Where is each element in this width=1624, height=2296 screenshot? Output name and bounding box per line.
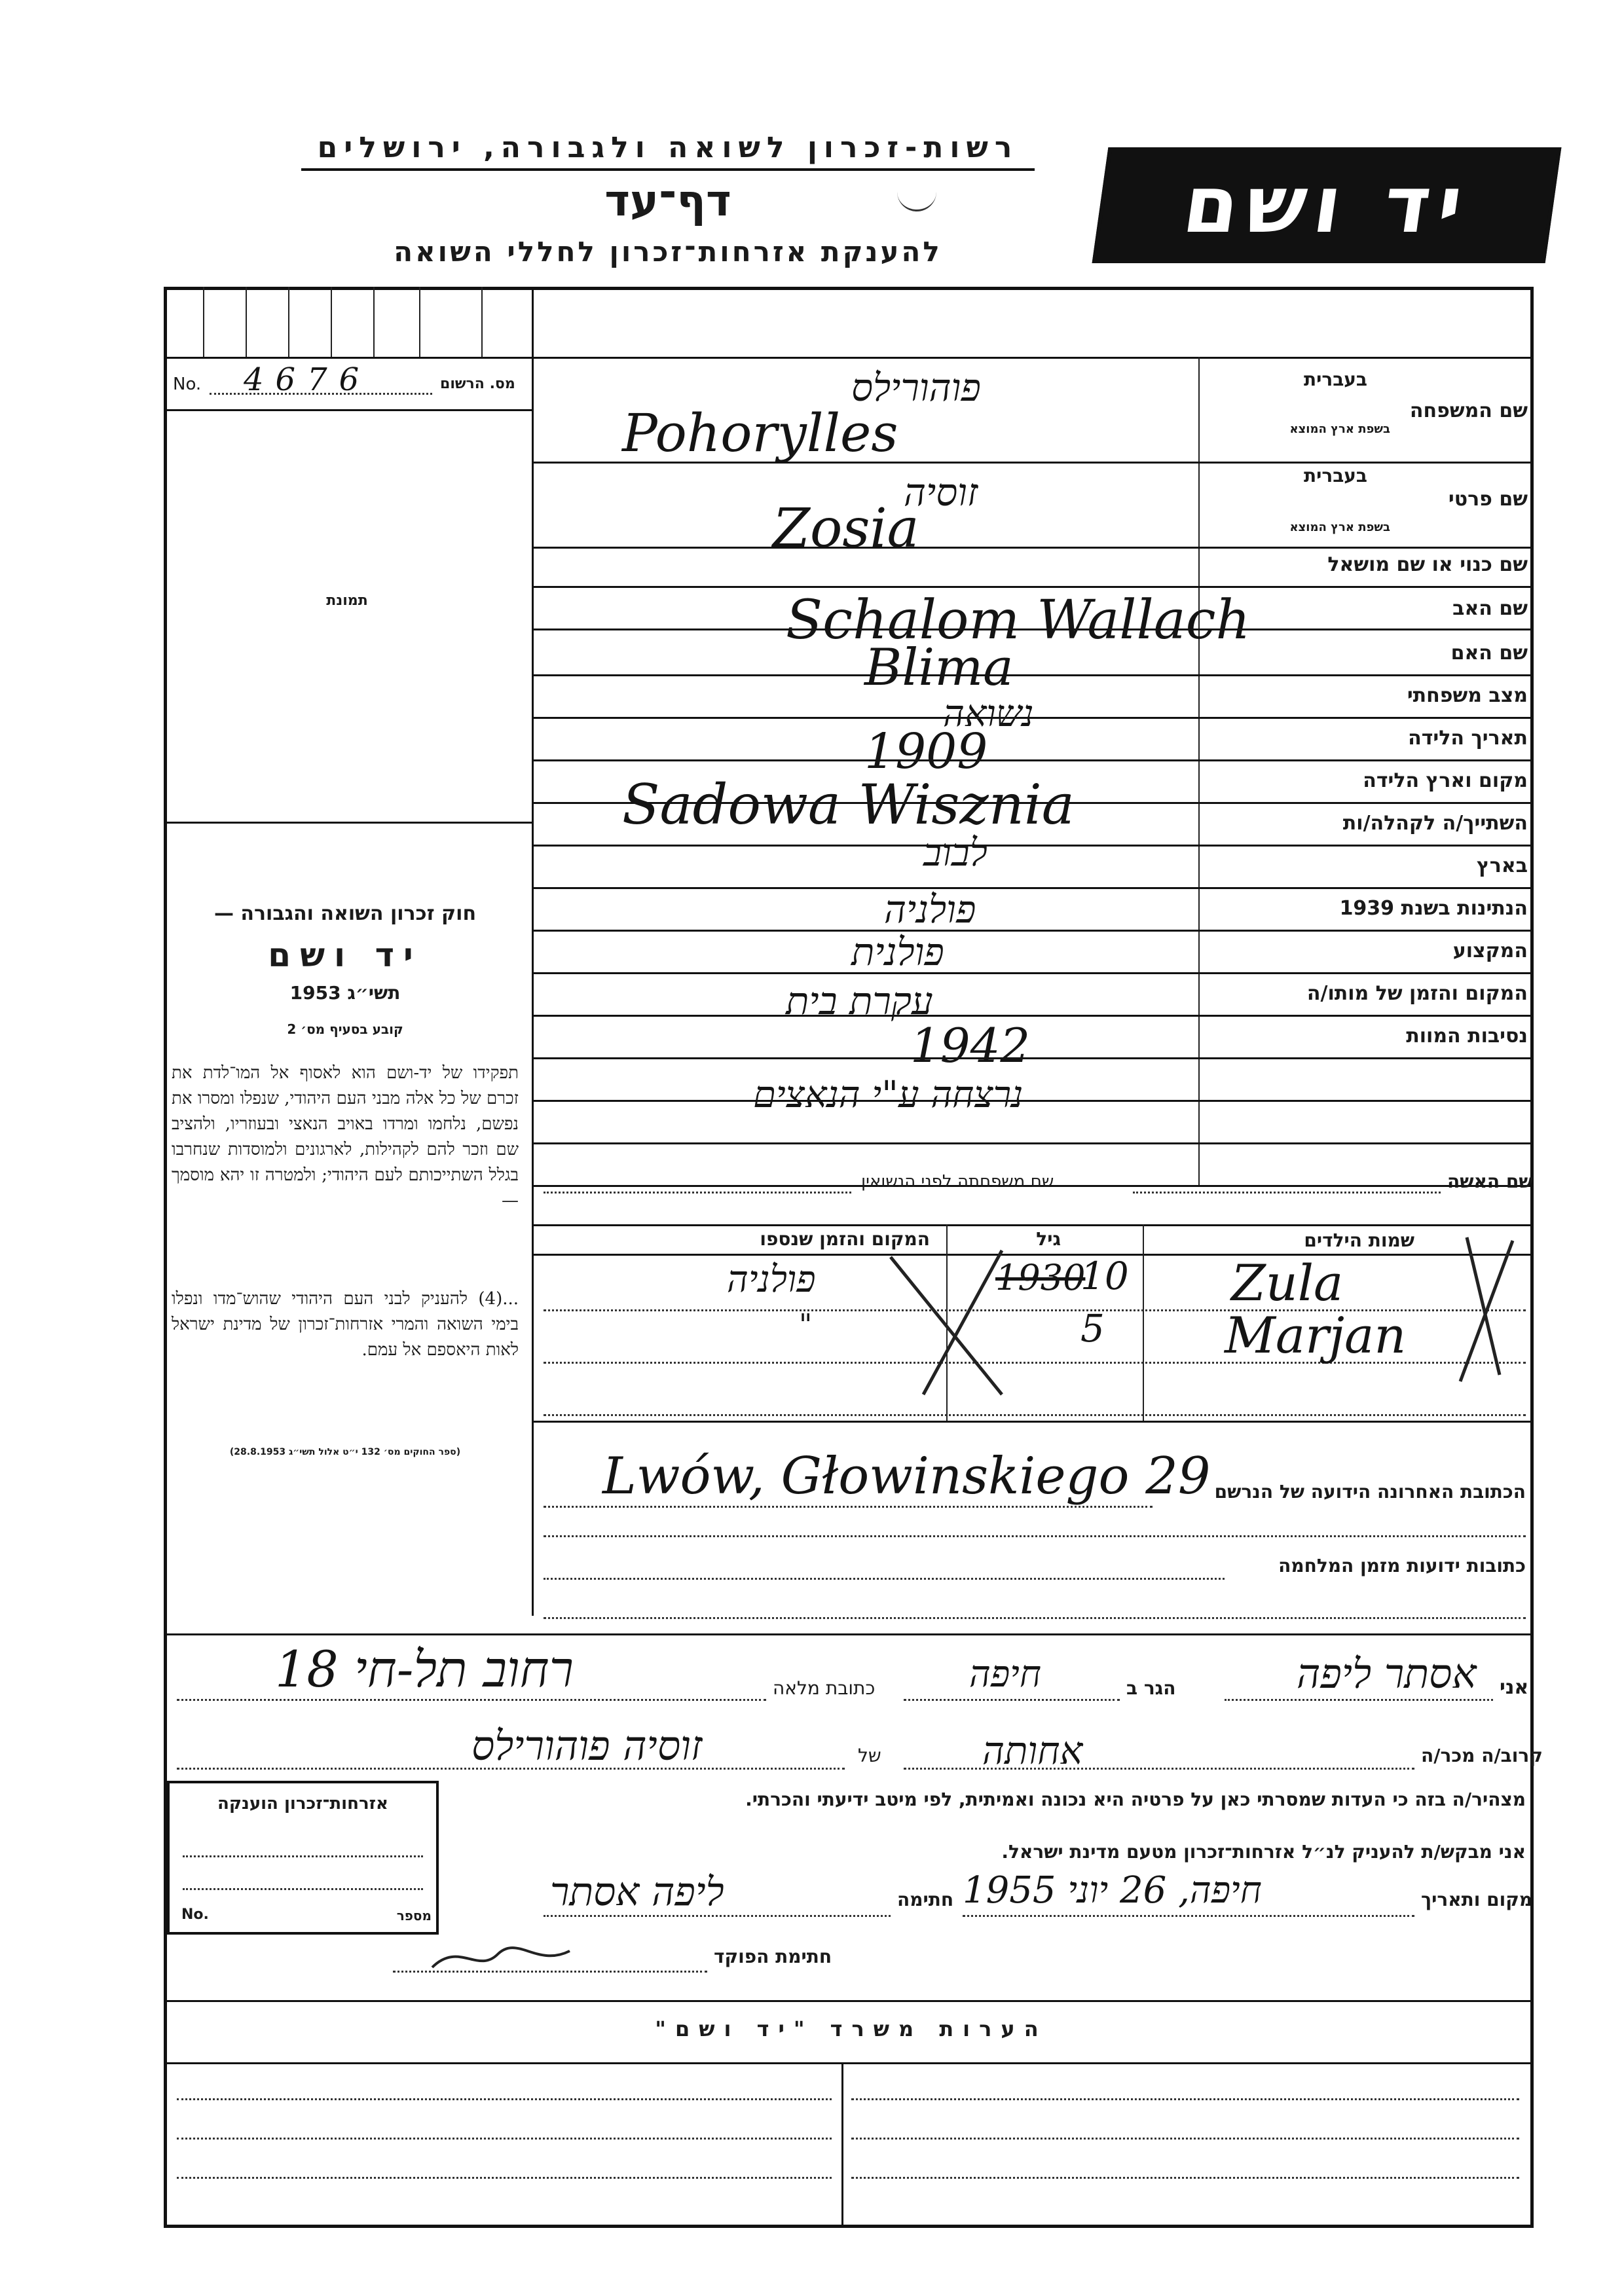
strip-box [331, 287, 332, 357]
of-label: של [858, 1745, 881, 1766]
child-2-name: Marjan [1225, 1306, 1407, 1364]
wartime-address-label: כתובות ידועות מזמן המלחמה [1278, 1555, 1526, 1576]
father-label: שם האב [1452, 597, 1528, 620]
nickname-label: שם כנוי או שם מושאל [1327, 553, 1528, 576]
surname-hebrew-label: בעברית [1303, 369, 1367, 390]
law-year: תשי״ג 1953 [289, 982, 401, 1004]
citizenship-award-title: אזרחות־זכרון הוענקה [217, 1794, 388, 1813]
notes-line [851, 2177, 1519, 2179]
registry-number: 4676 [244, 361, 371, 398]
strip-box [246, 287, 247, 357]
witness-resident-value: חיפה [969, 1653, 1041, 1696]
of-value: זוסיה פוהורילס [471, 1722, 703, 1770]
left-column-divider [532, 287, 534, 1616]
notes-line [177, 2138, 832, 2140]
strike-line [1460, 1241, 1513, 1381]
country-label: בארץ [1476, 854, 1528, 877]
address-dotted-line [544, 1506, 1153, 1508]
notes-header-line [164, 2062, 1534, 2064]
registry-no-label: No. [173, 374, 202, 394]
maiden-dotted-line [544, 1192, 851, 1194]
signature-label: חתימה [897, 1889, 954, 1910]
row-line [532, 1224, 1534, 1226]
request-text: אני מבקש/ת להעניק לנ״ל אזרחות־זכרון מטעם מדינת ישראל. [1001, 1841, 1526, 1863]
citizenship-value: פולנית [851, 930, 944, 974]
witness-name-line [1225, 1699, 1493, 1701]
registry-number-row [172, 361, 525, 406]
form-subtitle: להענקת אזרחות־זכרון לחללי השואה [394, 236, 942, 268]
first-name-hebrew-value: זוסיה [904, 470, 978, 515]
section-line [532, 1421, 1534, 1423]
place-date-line [963, 1915, 1414, 1917]
citizenship-award-line [183, 1855, 423, 1857]
officer-signature-label: חתימת הפוקד [714, 1946, 832, 1967]
strip-box [203, 287, 204, 357]
mother-name-value: Blima [864, 638, 1014, 697]
witness-address-label: כתובת מלאה [773, 1677, 876, 1699]
first-name-hebrew-label: בעברית [1303, 465, 1367, 486]
marital-status-label: מצב משפחתי [1407, 684, 1528, 707]
row-line [532, 547, 1534, 549]
wife-label: שם האשה [1447, 1171, 1533, 1192]
last-address-value: Lwów, Głowinskiego 29 [602, 1447, 1211, 1506]
notes-line [851, 2138, 1519, 2140]
law-citation: (ספר החוקים מס׳ 132 י״ט אלול תשי״ג 28.8.1953) [229, 1447, 461, 1457]
authority-heading: רשות-זכרון לשואה ולגבורה, ירושלים [301, 131, 1035, 171]
citizenship-label: הנתינות בשנת 1939 [1339, 897, 1528, 920]
top-strip-line [164, 357, 1534, 359]
signature-stroke [432, 1948, 570, 1967]
strike-line [891, 1257, 1002, 1394]
declaration-text: מצהיר/ה בזה כי העדות שמסרתי כאן על פרטיה היא נכונה ואמיתית, לפי מיטב ידיעתי והכרתי. [745, 1789, 1526, 1810]
logo-text: יד ושם [1177, 160, 1476, 251]
witness-address-value: רחוב תל-חי 18 [275, 1640, 574, 1698]
birth-date-label: תאריך הלידה [1408, 727, 1528, 750]
of-line [177, 1768, 845, 1770]
row-line [532, 887, 1534, 889]
registry-line [164, 409, 532, 411]
row-line [532, 674, 1534, 676]
profession-value: עקרת בית [786, 979, 933, 1023]
children-names-header: שמות הילדים [1304, 1230, 1414, 1251]
section-line [164, 2000, 1534, 2002]
witness-name-value: אסתר ליפה [1297, 1650, 1477, 1698]
death-label: המקום והזמן של מותו/ה [1306, 982, 1528, 1005]
circumstances-label: נסיבות המוות [1406, 1025, 1528, 1048]
death-value: 1942 [910, 1018, 1031, 1073]
relation-label: קרוב/ה מכר/ה [1421, 1745, 1543, 1766]
relation-value: אחותה [982, 1728, 1083, 1773]
row-line [532, 845, 1534, 847]
children-place-header: המקום והזמן שנספו [760, 1228, 930, 1250]
surname-latin-value: Pohorylles [622, 403, 898, 464]
country-value: פולניה [884, 887, 976, 932]
row-line [532, 759, 1534, 761]
row-line [532, 1015, 1534, 1017]
row-line [532, 1057, 1534, 1059]
notes-line [177, 2098, 832, 2100]
surname-label: שם המשפחה [1409, 399, 1528, 422]
maiden-name-label: שם משפחתה לפני הנשואין [861, 1172, 1054, 1192]
office-notes-title: הערות משרד "יד ושם" [655, 2016, 1048, 2041]
first-name-origin-label: בשפת ארץ המוצא [1289, 520, 1390, 534]
surname-hebrew-value: פוהורילס [851, 365, 981, 410]
birth-place-label: מקום וארץ הלידה [1363, 769, 1528, 792]
row-line [532, 586, 1534, 588]
witness-i-label: אני [1500, 1676, 1529, 1699]
label-column-divider [1198, 357, 1200, 1185]
row-line [532, 1142, 1534, 1144]
citizenship-award-number-label: מספר [396, 1908, 432, 1923]
child-1-age-struck: 1930 [995, 1257, 1086, 1298]
circumstances-value: נרצחה ע"י הנאצים [753, 1074, 1024, 1116]
child-1-name: Zula [1231, 1254, 1344, 1312]
officer-signature-line [393, 1971, 707, 1973]
children-age-header: גיל [1036, 1228, 1061, 1250]
registry-label: מס. הרשום [440, 376, 515, 392]
decorative-arc [897, 190, 936, 211]
father-name-value: Schalom Wallach [786, 589, 1251, 651]
citizenship-award-line [183, 1888, 423, 1890]
law-name: יד ושם [268, 936, 422, 974]
photo-box-bottom [164, 822, 532, 824]
strip-box [373, 287, 375, 357]
address-dotted-line [544, 1617, 1526, 1619]
notes-line [851, 2098, 1519, 2100]
row-line [532, 1100, 1534, 1102]
row-line [532, 972, 1534, 974]
citizenship-award-box [167, 1781, 439, 1935]
notes-divider [841, 2062, 843, 2226]
yad-vashem-logo [1092, 147, 1562, 263]
marital-status-value: נשואה [943, 693, 1034, 735]
strip-box [288, 287, 289, 357]
first-name-latin-value: Zosia [773, 498, 919, 560]
strip-box [481, 287, 483, 357]
law-clause: קובע בסעיף מס׳ 2 [287, 1021, 403, 1037]
strip-box [419, 287, 420, 357]
law-title: חוק זכרון השואה והגבורה — [213, 902, 477, 925]
wife-dotted-line [1133, 1192, 1441, 1194]
child-1-place: פולניה [727, 1258, 816, 1301]
last-address-label: הכתובת האחרונה הידועה של הנרשם [1214, 1481, 1526, 1503]
surname-origin-label: בשפת ארץ המוצא [1289, 422, 1390, 436]
officer-signature-mark [419, 1935, 589, 1980]
notes-line [177, 2177, 832, 2179]
child-2-place: " [799, 1308, 813, 1341]
photo-label: תמונת [326, 592, 368, 609]
community-value: לבוב [923, 830, 987, 875]
citizenship-award-no: No. [181, 1906, 209, 1923]
place-date-label: מקום ותאריך [1421, 1889, 1533, 1910]
children-row-line [544, 1414, 1526, 1416]
signature-line [544, 1915, 891, 1917]
place-date-value: חיפה, 26 יוני 1955 [963, 1869, 1262, 1912]
child-1-age: 10 [1080, 1254, 1129, 1298]
section-line [164, 1633, 1534, 1635]
law-paragraph-1: תפקידו של יד-ושם הוא לאסוף אל המו־לדת את זכרם של כל אלה מבני העם היהודי, שנפלו ומסרו את נפשם, נלחמו ומרדו באויב הנאצי ובעוזריו, ולהציב שם וזכר להם לקהילות, לארגונים ולמוסדות שנחרבו בגלל השתייכותם לעם היהודי; ולמטרה זו יהא מוסמך — [172, 1063, 519, 1211]
first-name-label: שם פרטי [1448, 488, 1528, 511]
form-title: דף־עד [604, 175, 731, 226]
address-dotted-line [544, 1535, 1526, 1537]
children-strikeout-marks [851, 1231, 1526, 1401]
witness-resident-line [904, 1699, 1120, 1701]
witness-resident-label: הגר ב [1126, 1677, 1176, 1699]
birth-date-value: 1909 [864, 723, 988, 780]
signature-value: ליפה אסתר [550, 1869, 724, 1915]
birth-place-value: Sadowa Wisznia [622, 773, 1075, 837]
mother-label: שם האם [1450, 642, 1528, 665]
community-label: השתייך/ה לקהלה/ות [1342, 812, 1528, 835]
address-dotted-line [544, 1578, 1225, 1580]
row-line [532, 930, 1534, 932]
profession-label: המקצוע [1452, 939, 1528, 962]
child-2-age: 5 [1080, 1306, 1105, 1351]
witness-address-line [177, 1699, 766, 1701]
relation-line [904, 1768, 1414, 1770]
law-paragraph-2: ...(4) להעניק לבני העם היהודי שהוש־מדו ונפלו בימי השואה והמרי אזרחות־זכרון של מדינת ישראל לאות היאספם אל עמם. [172, 1289, 519, 1360]
strike-line [923, 1250, 1002, 1394]
